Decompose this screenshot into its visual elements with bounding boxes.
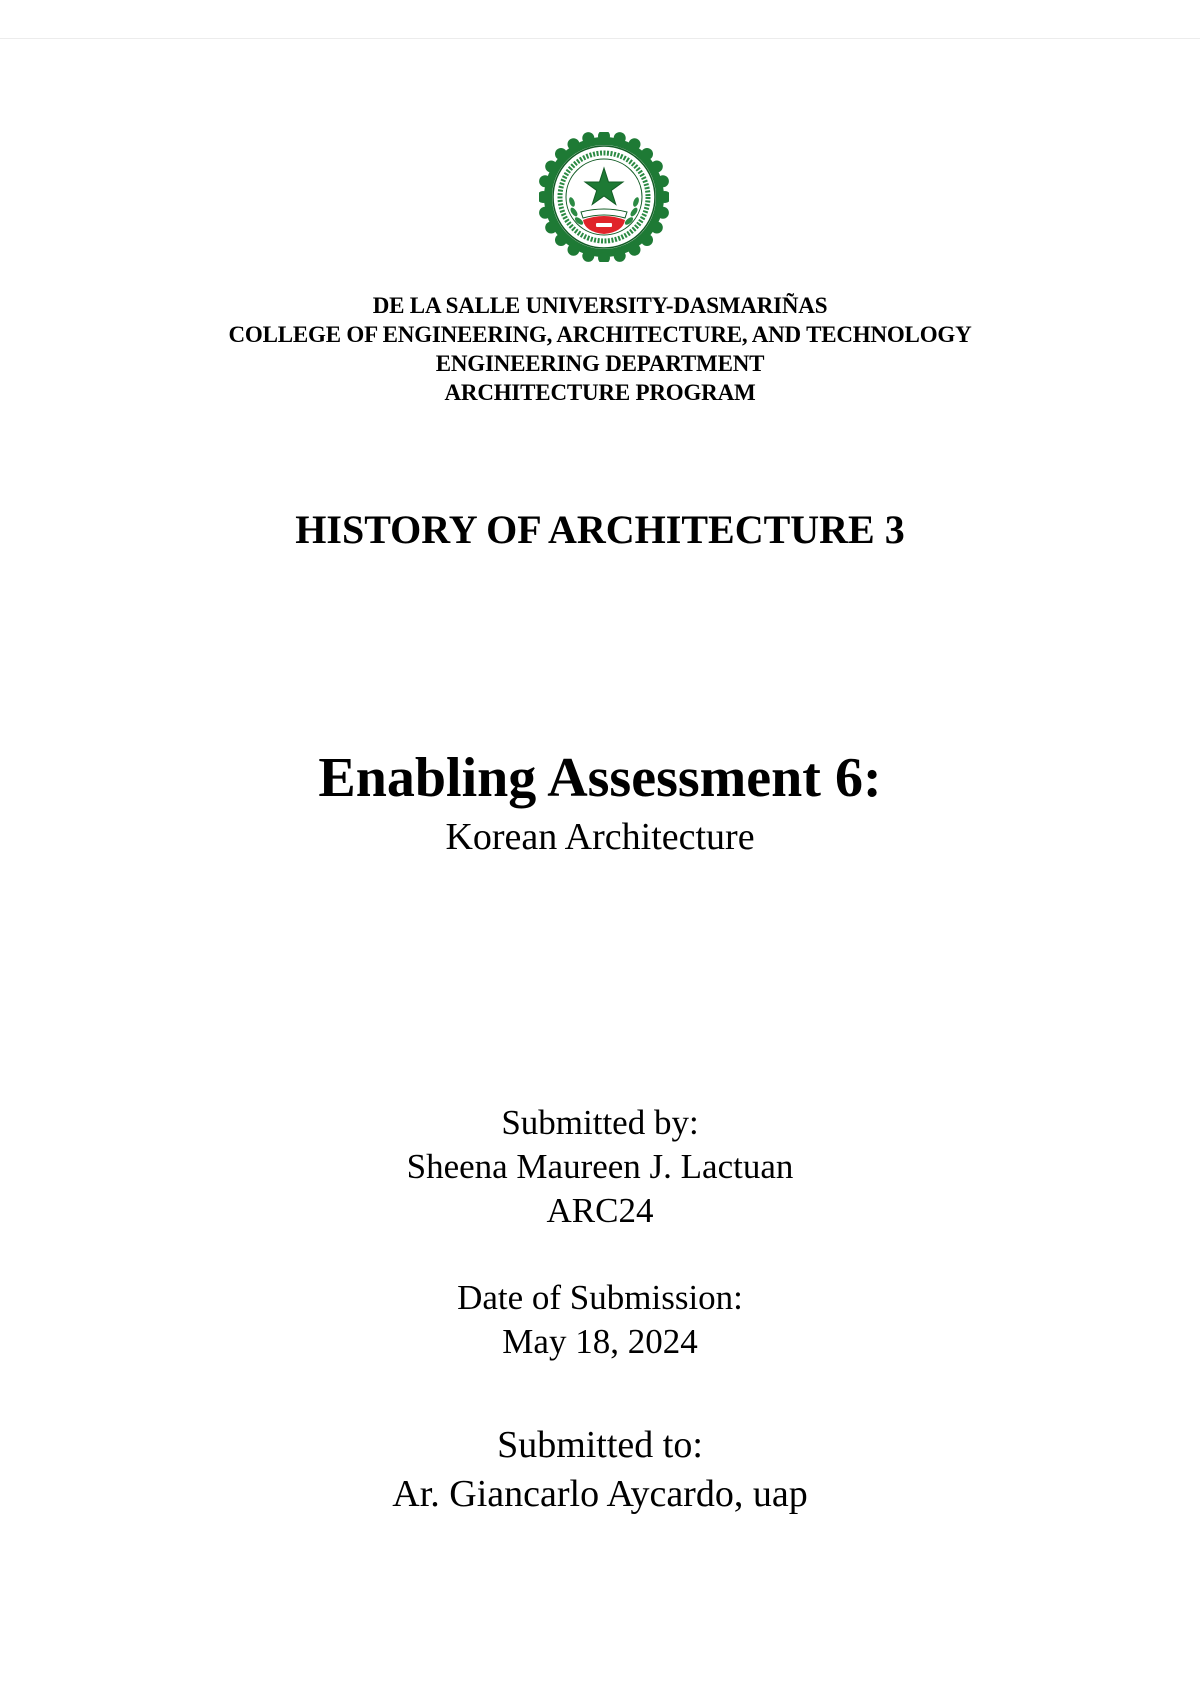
submitted-by-section	[0, 1101, 1200, 1233]
submitted-to-label: Submitted to:	[497, 1424, 703, 1466]
institution-header	[0, 291, 1200, 407]
submitted-to-section	[0, 1421, 1200, 1519]
course-title: HISTORY OF ARCHITECTURE 3	[295, 507, 905, 552]
university-name: DE LA SALLE UNIVERSITY-DASMARIÑAS	[372, 293, 828, 318]
student-name: Sheena Maureen J. Lactuan	[406, 1147, 794, 1186]
page-top-rule	[0, 38, 1200, 39]
assessment-title: Enabling Assessment 6:	[318, 747, 882, 809]
assessment-subtitle: Korean Architecture	[445, 816, 755, 858]
submission-date-section	[0, 1276, 1200, 1364]
university-seal-logo	[539, 132, 669, 262]
college-name: COLLEGE OF ENGINEERING, ARCHITECTURE, AND TECHNOLOGY	[228, 322, 972, 347]
instructor-name: Ar. Giancarlo Aycardo, uap	[392, 1473, 808, 1515]
student-section: ARC24	[546, 1191, 654, 1230]
program-name: ARCHITECTURE PROGRAM	[444, 380, 756, 405]
department-name: ENGINEERING DEPARTMENT	[435, 351, 765, 376]
submission-date: May 18, 2024	[502, 1322, 698, 1361]
submitted-by-label: Submitted by:	[501, 1103, 699, 1142]
date-label: Date of Submission:	[457, 1278, 743, 1317]
